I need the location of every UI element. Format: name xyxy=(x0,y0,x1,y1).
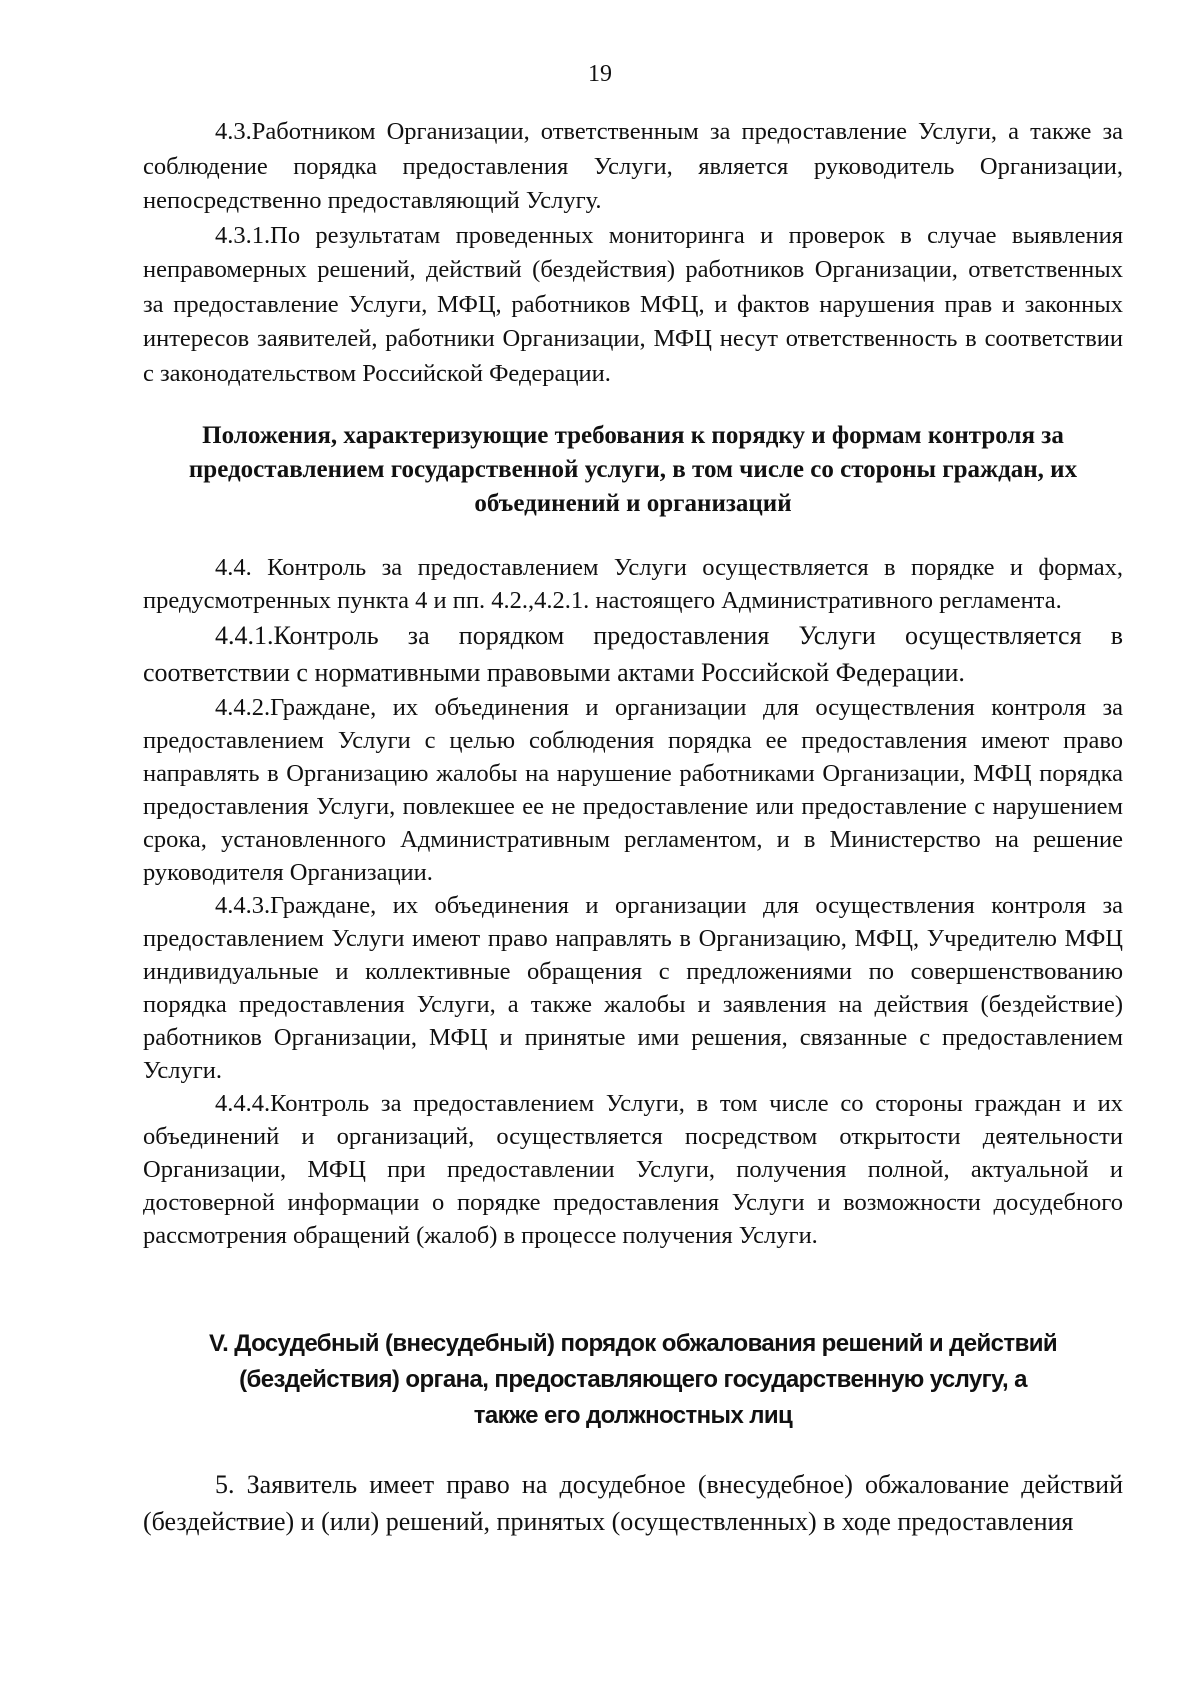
paragraph-5: 5. Заявитель имеет право на досудебное (внесудебное) обжалование действий (бездействие) и (или) решений, принятых (осуществленных) в ходе предоставления xyxy=(143,1470,1123,1536)
paragraph-4-4-4: 4.4.4.Контроль за предоставлением Услуги, в том числе со стороны граждан и их объединений и организаций, осуществляется посредством открытости деятельности Организации, МФЦ при предоставлении Услуги, получения полной, актуальной и достоверной информации о порядке предоставления Услуги и возможности досудебного рассмотрения обращений (жалоб) в процессе получения Услуги. xyxy=(143,1090,1123,1249)
paragraph-4-3: 4.3.Работником Организации, ответственным за предоставление Услуги, а также за соблюдение порядка предоставления Услуги, является руководитель Организации, непосредственно предоставляющий Услугу. xyxy=(143,118,1123,214)
paragraph-4-4-3: 4.4.3.Граждане, их объединения и организации для осуществления контроля за предоставлением Услуги имеют право направлять в Организацию, МФЦ, Учредителю МФЦ индивидуальные и коллективные обращения с предложениями по совершенствованию порядка предоставления Услуги, а также жалобы и заявления на действия (бездействие) работников Организации, МФЦ и принятые ими решения, связанные с предоставлением Услуги. xyxy=(143,892,1123,1084)
section-heading-appeal-line-3: также его должностных лиц xyxy=(473,1402,793,1429)
section-heading-appeal-line-1: V. Досудебный (внесудебный) порядок обжалования решений и действий xyxy=(208,1330,1058,1357)
paragraph-4-4-2: 4.4.2.Граждане, их объединения и организации для осуществления контроля за предоставлением Услуги с целью соблюдения порядка ее предоставления имеют право направлять в Организацию жалобы на нарушение работниками Организации, МФЦ порядка предоставления Услуги, повлекшее ее не предоставление или предоставление с нарушением срока, установленного Административным регламентом, и в Министерство на решение руководителя Организации. xyxy=(143,694,1123,886)
section-heading-control-text: Положения, характеризующие требования к порядку и формам контроля за предоставлением государственной услуги, в том числе со стороны граждан, их объединений и организаций xyxy=(188,422,1078,517)
section-heading-appeal-line-2: (бездействия) органа, предоставляющего государственную услугу, а xyxy=(239,1366,1027,1393)
paragraph-4-4-1: 4.4.1.Контроль за порядком предоставления Услуги осуществляется в соответствии с нормативными правовыми актами Российской Федерации. xyxy=(143,621,1123,687)
section-heading-appeal xyxy=(143,1326,1123,1434)
paragraph-4-4: 4.4. Контроль за предоставлением Услуги осуществляется в порядке и формах, предусмотренных пункта 4 и пп. 4.2.,4.2.1. настоящего Административного регламента. xyxy=(143,554,1123,614)
section-heading-control xyxy=(143,419,1123,521)
paragraph-4-3-1: 4.3.1.По результатам проведенных мониторинга и проверок в случае выявления неправомерных решений, действий (бездействия) работников Организации, ответственных за предоставление Услуги, МФЦ, работников МФЦ, и фактов нарушения прав и законных интересов заявителей, работники Организации, МФЦ несут ответственность в соответствии с законодательством Российской Федерации. xyxy=(143,221,1123,387)
document-body xyxy=(143,115,1123,1540)
page-number: 19 xyxy=(588,61,612,87)
